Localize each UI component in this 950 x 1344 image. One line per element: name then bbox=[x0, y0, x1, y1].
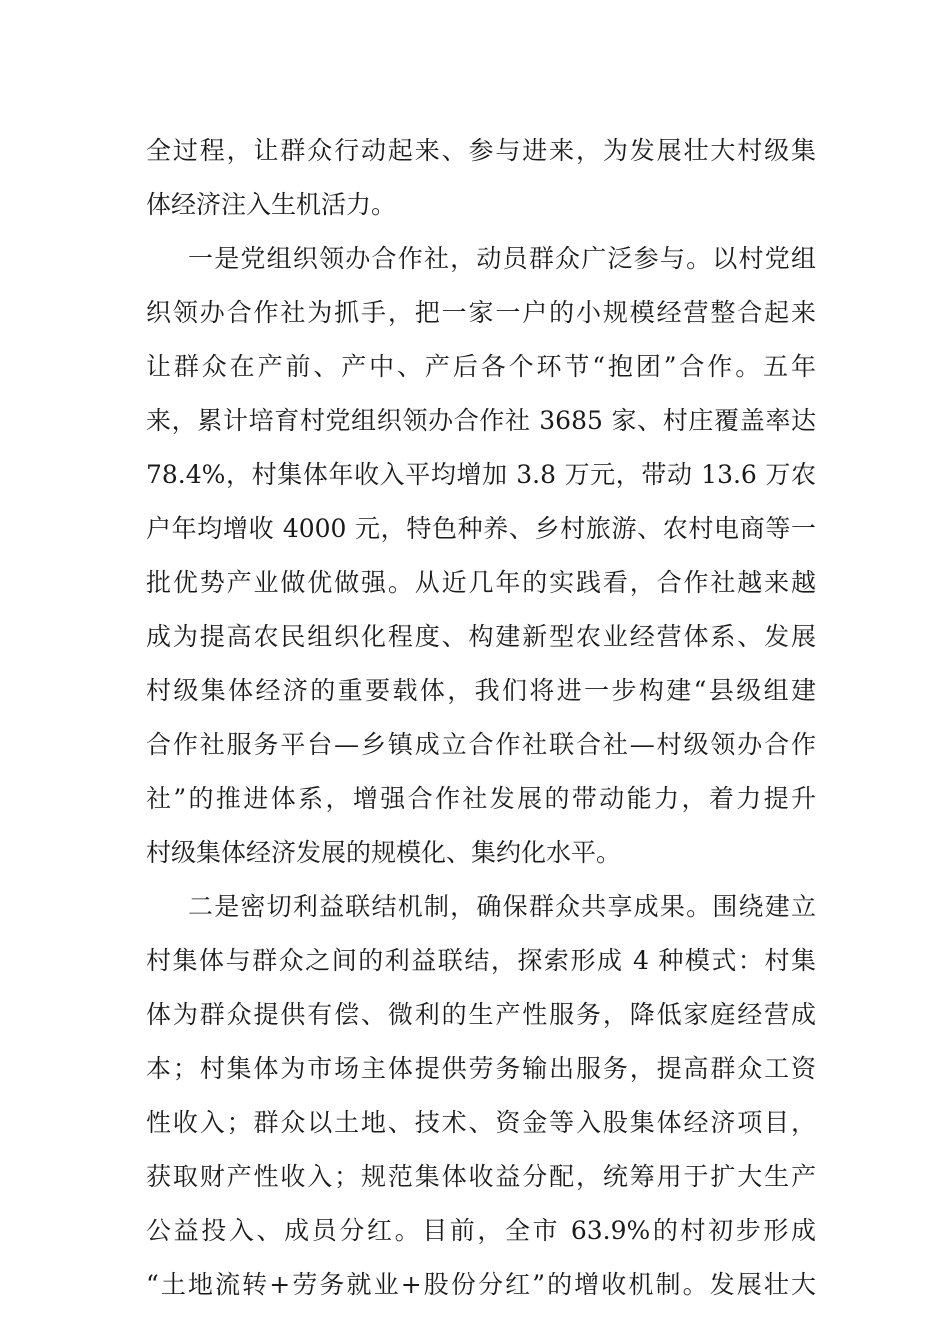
text-line: 村集体与群众之间的利益联结，探索形成 4 种模式：村集 bbox=[146, 946, 816, 975]
text-line: 体经济注入生机活力。 bbox=[146, 190, 397, 219]
text-line: 织领办合作社为抓手，把一家一户的小规模经营整合起来 bbox=[146, 298, 816, 327]
text-line: 78.4%，村集体年收入平均增加 3.8 万元，带动 13.6 万农 bbox=[146, 460, 816, 489]
text-line: 社”的推进体系，增强合作社发展的带动能力，着力提升 bbox=[146, 784, 816, 813]
body-text bbox=[146, 127, 816, 1315]
text-line: 村级集体经济的重要载体，我们将进一步构建“县级组建 bbox=[146, 676, 816, 705]
text-line: 公益投入、成员分红。目前，全市 63.9%的村初步形成 bbox=[146, 1216, 816, 1245]
text-line: 让群众在产前、产中、产后各个环节“抱团”合作。五年 bbox=[146, 352, 816, 381]
text-line: 村级集体经济发展的规模化、集约化水平。 bbox=[146, 838, 622, 867]
text-line: 体为群众提供有偿、微利的生产性服务，降低家庭经营成 bbox=[146, 1000, 816, 1029]
text-line: “土地流转+劳务就业+股份分红”的增收机制。发展壮大 bbox=[146, 1270, 816, 1299]
text-line: 批优势产业做优做强。从近几年的实践看，合作社越来越 bbox=[146, 568, 816, 597]
text-line: 来，累计培育村党组织领办合作社 3685 家、村庄覆盖率达 bbox=[146, 406, 816, 435]
paragraph-first-line: 二是密切利益联结机制，确保群众共享成果。围绕建立 bbox=[188, 892, 816, 921]
text-line: 性收入；群众以土地、技术、资金等入股集体经济项目， bbox=[146, 1108, 816, 1137]
text-line: 本；村集体为市场主体提供劳务输出服务，提高群众工资 bbox=[146, 1054, 816, 1083]
text-line: 成为提高农民组织化程度、构建新型农业经营体系、发展 bbox=[146, 622, 816, 651]
text-line: 获取财产性收入；规范集体收益分配，统筹用于扩大生产 bbox=[146, 1162, 816, 1191]
paragraph-first-line: 一是党组织领办合作社，动员群众广泛参与。以村党组 bbox=[188, 244, 816, 273]
text-line: 户年均增收 4000 元，特色种养、乡村旅游、农村电商等一 bbox=[146, 514, 816, 543]
text-line: 全过程，让群众行动起来、参与进来，为发展壮大村级集 bbox=[146, 136, 816, 165]
text-line: 合作社服务平台—乡镇成立合作社联合社—村级领办合作 bbox=[146, 730, 816, 759]
